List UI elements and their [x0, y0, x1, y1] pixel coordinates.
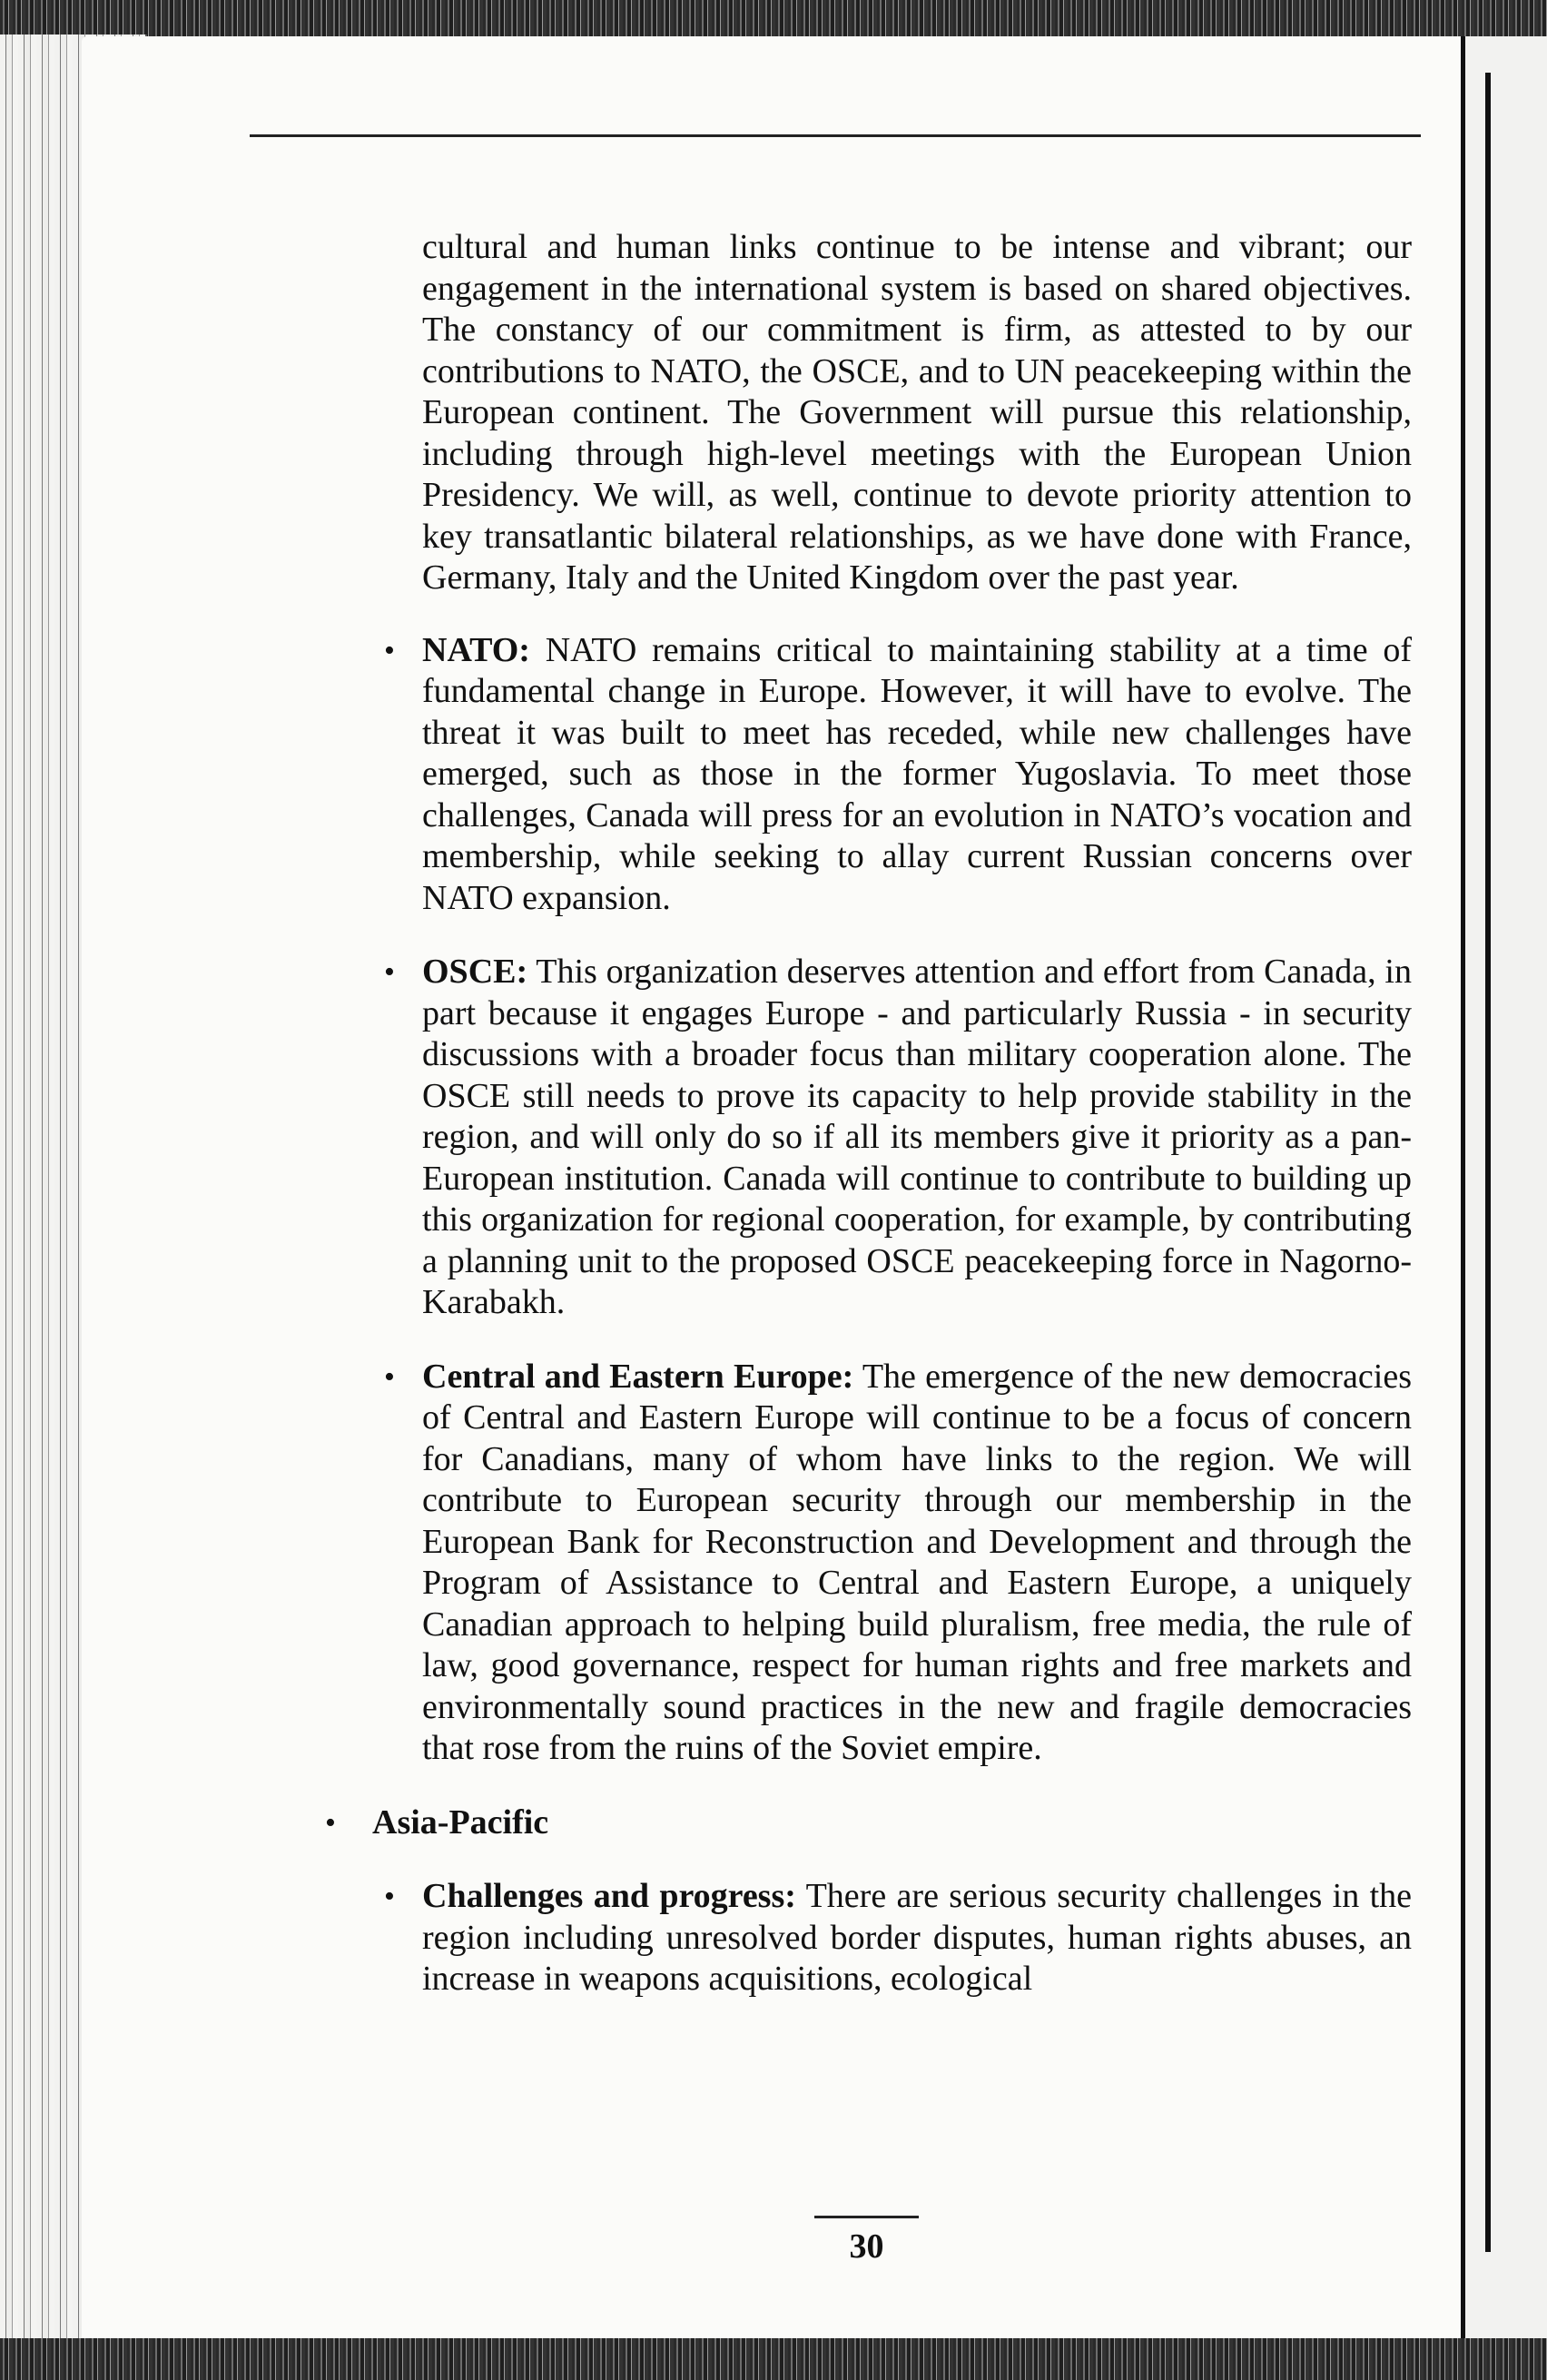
bullet-challenges-progress: [291, 1876, 1412, 2000]
scan-border-bottom: [0, 2338, 1547, 2380]
section-heading: Asia-Pacific: [372, 1802, 549, 1842]
bullet-term: OSCE:: [422, 953, 528, 991]
bullet-term: Challenges and progress:: [422, 1877, 796, 1915]
scan-border-top: [0, 0, 1547, 38]
bullet-body: The emergence of the new democracies of Central and Eastern Europe will continue to be a focus of concern for Canadians, many of whom have links to the region. We will contribute to European security through our membership in the European Bank for Reconstruction and Development and through the Program of Assistance to Central and Eastern Europe, a uniquely Canadian approach to helping build pluralism, free media, the rule of law, good governance, respect for human rights and free markets and environmentally sound practices in the new and fragile democracies that rose from the ruins of the Soviet empire.: [422, 1357, 1412, 1767]
bullet-dot: •: [325, 1805, 336, 1840]
bullet-body: NATO remains critical to maintaining stability at a time of fundamental change in Europe. However, it will have to evolve. The threat it was built to meet has receded, while new challenges have emerged, such as those in the former Yugoslavia. To meet those challenges, Canada will press for an evolution in NATO’s vocation and membership, while seeking to allay current Russian concerns over NATO expansion.: [422, 630, 1412, 917]
bullet-challenges-progress-text: [422, 1876, 1412, 2000]
book-edge-right: [1461, 36, 1547, 2352]
footer-rule: [814, 2216, 919, 2218]
bullet-osce-text: [422, 952, 1412, 1324]
bullet-osce: [291, 952, 1412, 1324]
section-asia-pacific: [291, 1802, 1412, 1844]
page-content: [291, 227, 1413, 2000]
bullet-nato-text: [422, 630, 1412, 920]
page-number: 30: [849, 2227, 884, 2266]
bullet-central-eastern-europe: [291, 1357, 1412, 1770]
bullet-dot: •: [384, 1359, 395, 1394]
header-rule: [250, 134, 1421, 137]
bullet-dot: •: [384, 633, 395, 667]
bullet-body: This organization deserves attention and effort from Canada, in part because it engages Europe - and particularly Russia - in security discussions with a broader focus than military cooperation alone. The OSCE still needs to prove its capacity to help provide stability in the region, and will only do so if all its members give it priority as a pan-European institution. Canada will continue to contribute to building up this organization for regional cooperation, for example, by contributing a planning unit to the proposed OSCE peacekeeping force in Nagorno-Karabakh.: [422, 953, 1412, 1321]
bullet-term: Central and Eastern Europe:: [422, 1357, 854, 1396]
bullet-nato: [291, 630, 1412, 920]
bullet-dot: •: [384, 1880, 395, 1913]
intro-paragraph: cultural and human links continue to be intense and vibrant; our engagement in the international system is based on shared objectives. The constancy of our commitment is firm, as attested to by our contributions to NATO, the OSCE, and to UN peacekeeping within the European continent. The Government will pursue this relationship, including through high-level meetings with the European Union Presidency. We will, as well, continue to devote priority attention to key transatlantic bilateral relationships, as we have done with France, Germany, Italy and the United Kingdom over the past year.: [422, 228, 1412, 597]
bullet-dot: •: [384, 955, 395, 989]
bullet-term: NATO:: [422, 630, 530, 669]
bullet-body: There are serious security challenges in the region including unresolved border disputes, human rights abuses, an increase in weapons acquisitions, ecological: [422, 1877, 1413, 1998]
bullet-central-eastern-europe-text: [422, 1357, 1412, 1770]
